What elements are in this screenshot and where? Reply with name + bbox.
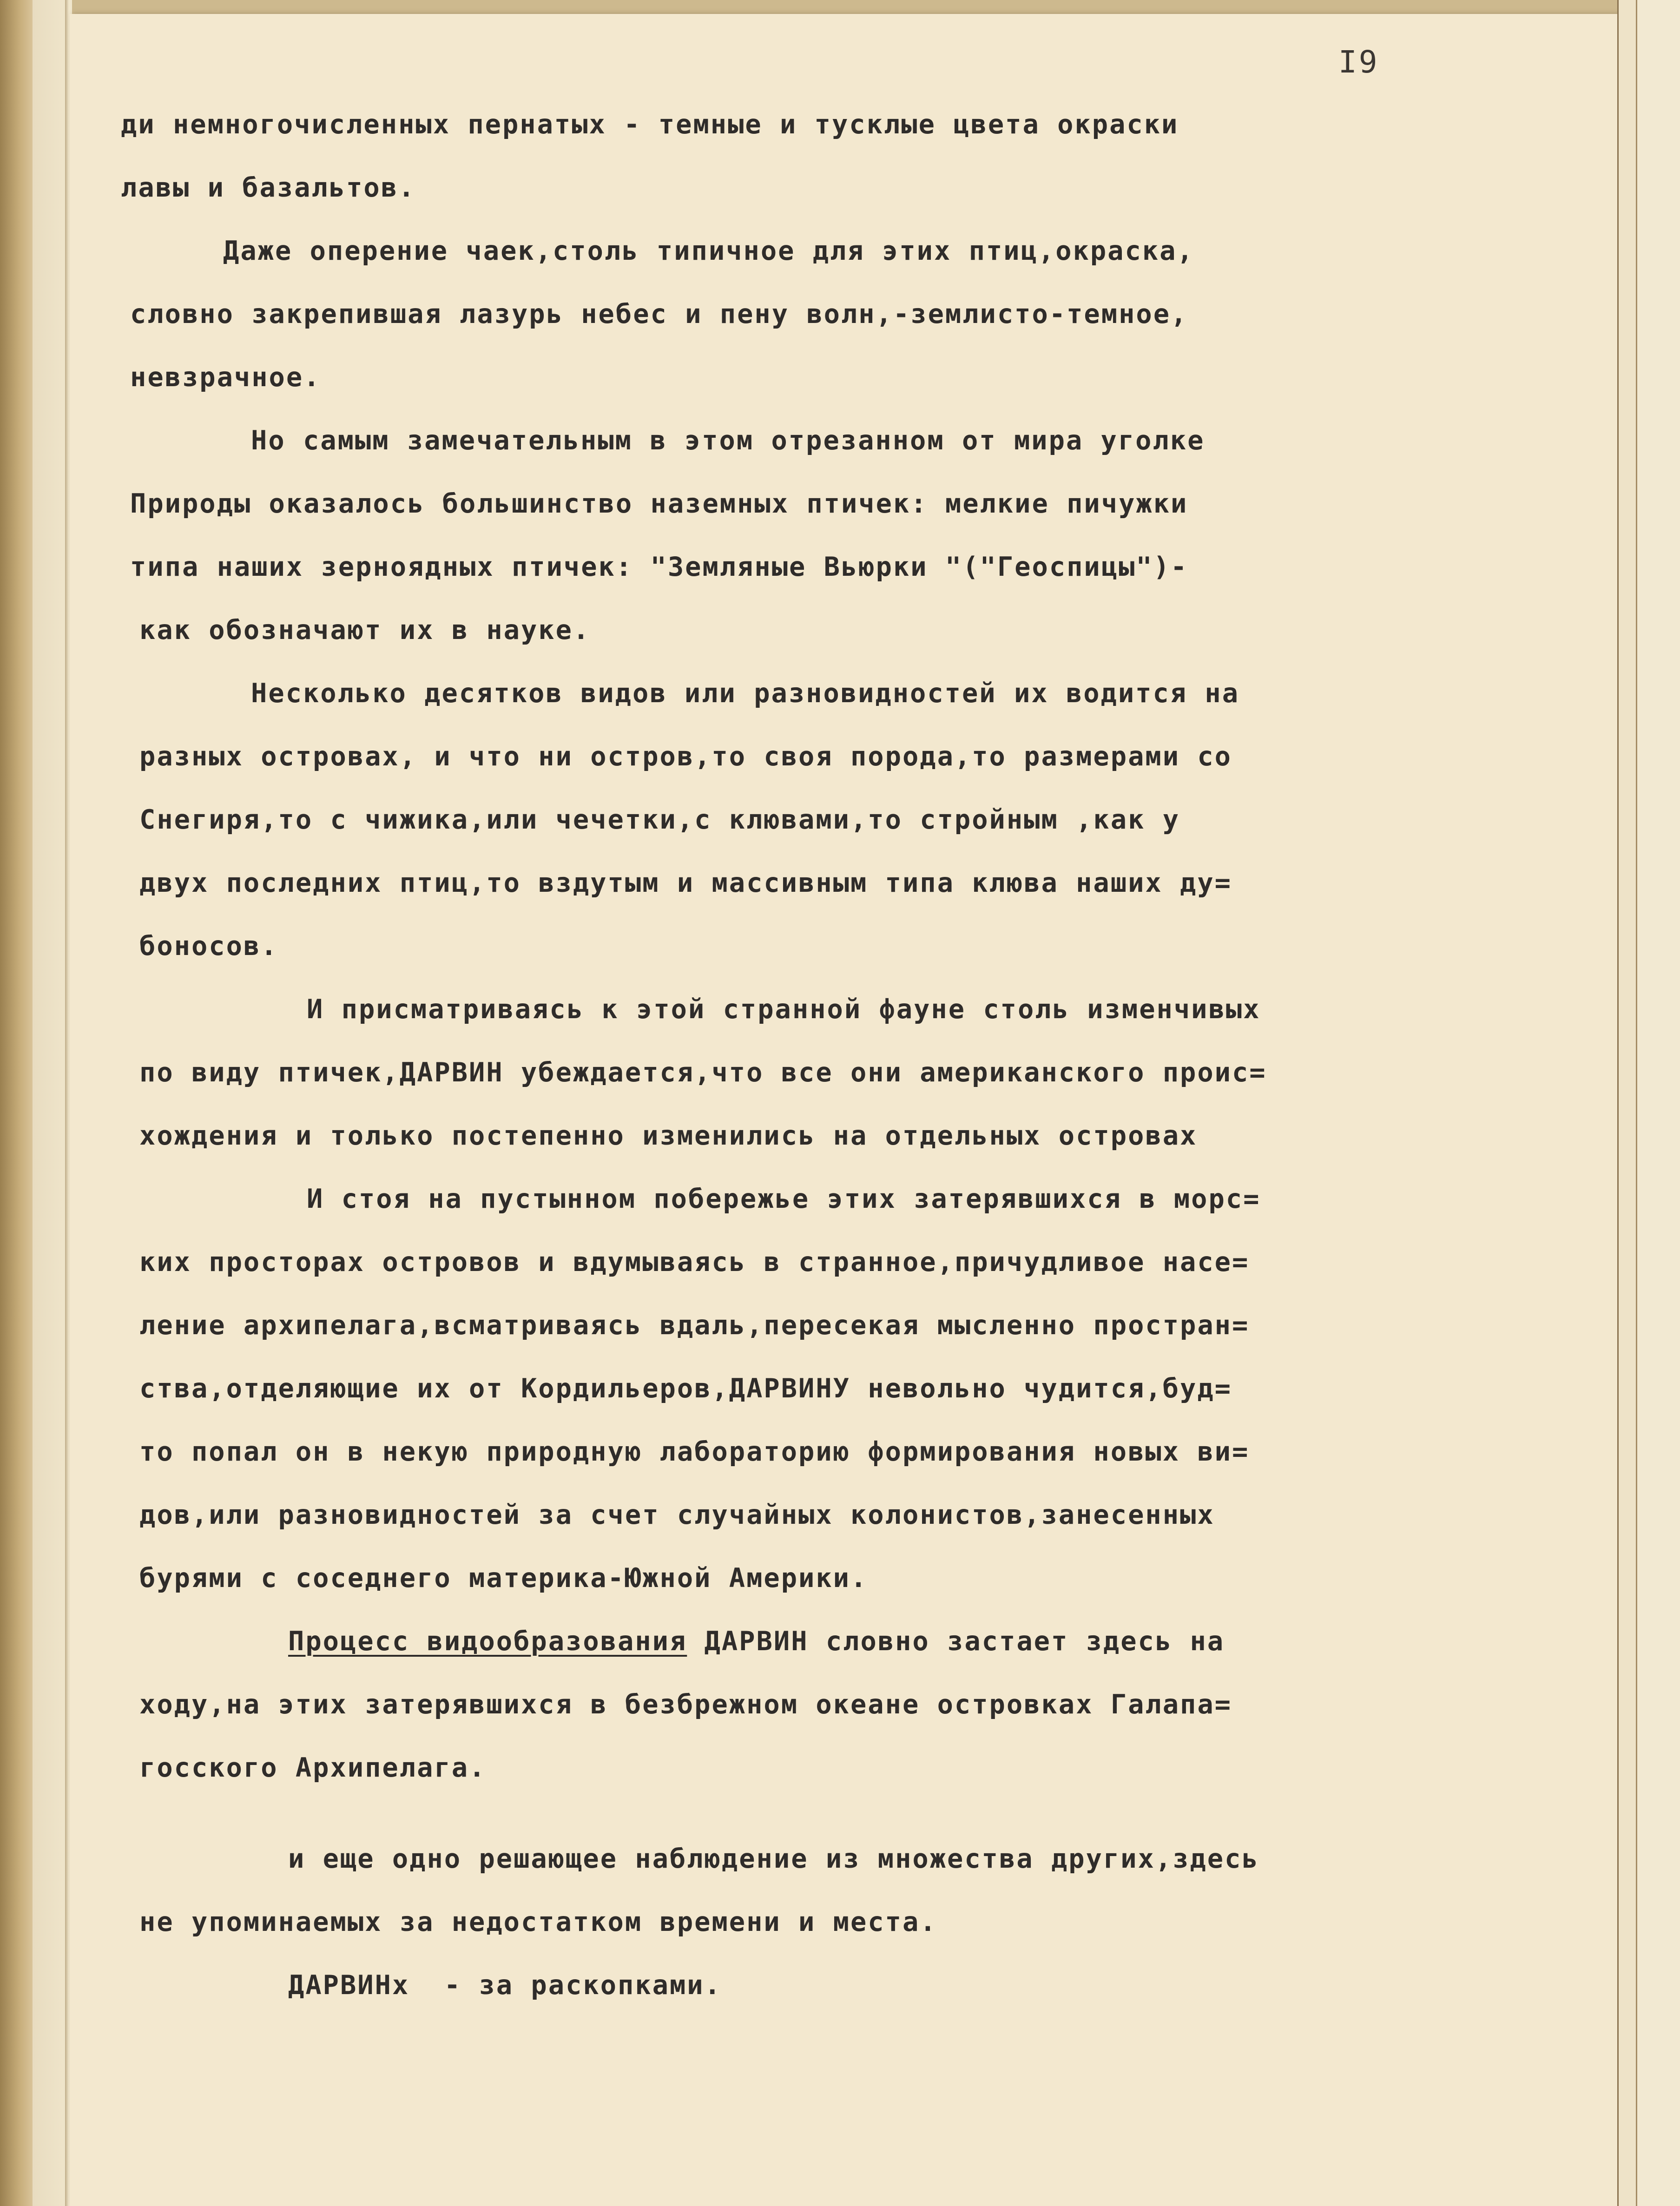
struck-name: ДАРВИНх [288, 1970, 410, 2001]
text-line: ди немногочисленных пернатых - темные и тусклые цвета окраски [121, 109, 1179, 140]
paragraph-start-line: Даже оперение чаек,столь типичное для этих птиц,окраска, [223, 236, 1194, 266]
next-page-edge [1617, 0, 1637, 2206]
text-line: ление архипелага,всматриваясь вдаль,пересекая мысленно простран= [139, 1310, 1250, 1341]
text-line: ДАРВИНх - за раскопками. [288, 1970, 722, 2001]
text-line: словно закрепившая лазурь небес и пену волн,-землисто-темное, [130, 299, 1188, 329]
paragraph-start-line: И стоя на пустынном побережье этих затерявшихся в морс= [307, 1184, 1261, 1214]
page-number: I9 [1338, 44, 1379, 80]
text-line: дов,или разновидностей за счет случайных колонистов,занесенных [139, 1500, 1215, 1530]
text-line: не упоминаемых за недостатком времени и места. [139, 1907, 937, 1937]
paragraph-start-line: И присматриваясь к этой странной фауне столь изменчивых [307, 994, 1261, 1025]
text-line: по виду птичек,ДАРВИН убеждается,что все они американского проис= [139, 1057, 1267, 1088]
text-line: типа наших зерноядных птичек: "Земляные Вьюрки "("Геоспицы")- [130, 552, 1188, 582]
text-line: как обозначают их в науке. [139, 615, 591, 645]
text-line: ходу,на этих затерявшихся в безбрежном океане островках Галапа= [139, 1689, 1232, 1720]
text-line: ких просторах островов и вдумываясь в странное,причудливое насе= [139, 1247, 1250, 1278]
text-line: ства,отделяющие их от Кордильеров,ДАРВИНУ невольно чудится,буд= [139, 1373, 1232, 1404]
underlined-phrase: Процесс видообразования [288, 1626, 687, 1657]
typed-text-body [121, 93, 1534, 2017]
text-line: лавы и базальтов. [121, 172, 416, 203]
fold-shadow [65, 0, 69, 2206]
paragraph-start-line: Процесс видообразования ДАРВИН словно застает здесь на [288, 1626, 1225, 1657]
paragraph-start-line: Несколько десятков видов или разновидностей их водится на [251, 678, 1240, 709]
text-line: двух последних птиц,то вздутым и массивным типа клюва наших ду= [139, 868, 1232, 898]
text-line: Снегиря,то с чижика,или чечетки,с клювами,то стройным ,как у [139, 804, 1180, 835]
paragraph-start-line: и еще одно решающее наблюдение из множества других,здесь [288, 1844, 1259, 1874]
text-line: боносов. [139, 931, 278, 961]
text-line: невзрачное. [130, 362, 321, 393]
text-line: разных островах, и что ни остров,то своя порода,то размерами со [139, 741, 1232, 772]
binding-strip [0, 0, 33, 2206]
text-line: то попал он в некую природную лабораторию формирования новых ви= [139, 1436, 1250, 1467]
text-line: бурями с соседнего материка-Южной Америки. [139, 1563, 868, 1594]
blank-space [121, 1799, 1534, 1827]
text-line: госского Архипелага. [139, 1752, 487, 1783]
back-page-edge [1636, 0, 1680, 2206]
text-line: хождения и только постепенно изменились на отдельных островах [139, 1120, 1198, 1151]
text-line: Природы оказалось большинство наземных птичек: мелкие пичужки [130, 488, 1188, 519]
paragraph-start-line: Но самым замечательным в этом отрезанном от мира уголке [251, 425, 1205, 456]
